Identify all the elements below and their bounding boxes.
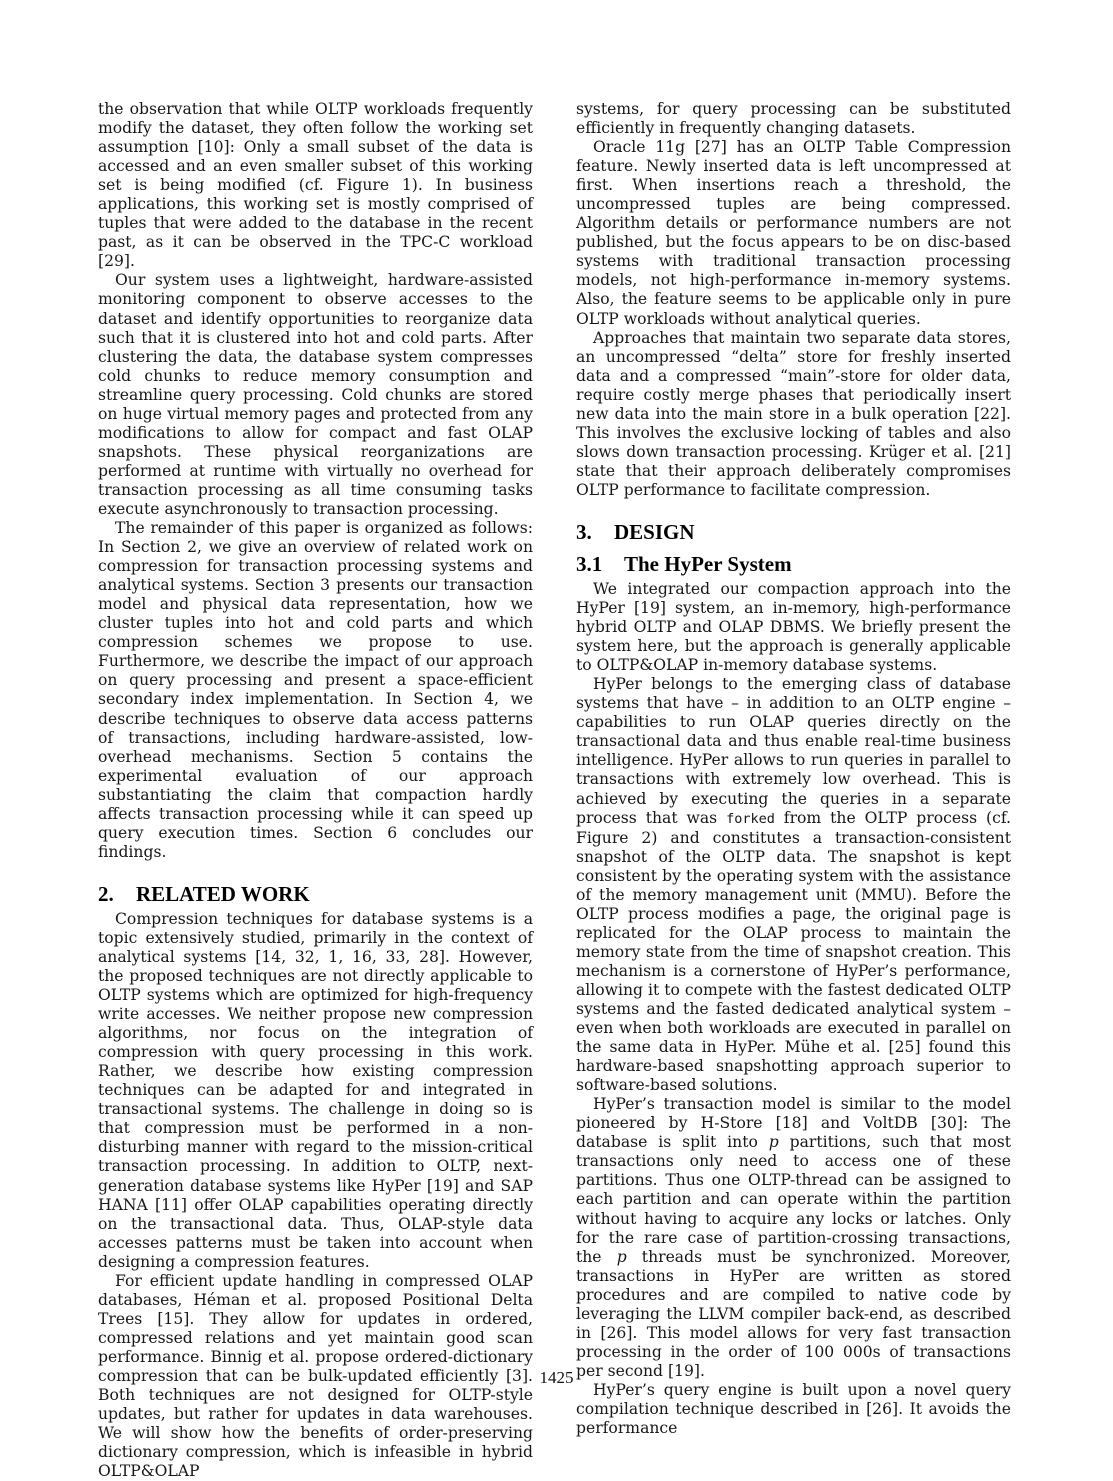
- subsection-title: The HyPer System: [624, 551, 792, 576]
- paragraph-system-overview: Our system uses a lightweight, hardware-assisted monitoring component to observe accesses to the dataset and identify opportunities to reorganize data such that it is clustered into hot and cold parts. After clustering the data, the database system compresses cold chunks to reduce memory consumption and streamline query processing. Cold chunks are stored on huge virtual memory pages and protected from any modifications to allow for compact and fast OLAP snapshots. These physical reorganizations are performed at runtime with virtually no overhead for transaction processing as all time consuming tasks execute asynchronously to transaction processing.: [98, 271, 533, 518]
- paragraph-update-handling: For efficient update handling in compressed OLAP databases, Héman et al. proposed Positional Delta Trees [15]. They allow for updates in ordered, compressed relations and yet maintain good scan performance. Binnig et al. propose ordered-dictionary compression that can be bulk-updated efficiently [3]. Both techniques are not designed for OLTP-style updates, but rather for updates in data warehouses. We will show how the benefits of order-preserving dictionary compression, which is infeasible in hybrid OLTP&OLAP: [98, 1271, 533, 1481]
- left-column: [98, 100, 533, 1481]
- paragraph-delta-main-store: Approaches that maintain two separate data stores, an uncompressed “delta” store for freshly inserted data and a compressed “main”-store for older data, require costly merge phases that periodically insert new data into the main store in a bulk operation [22]. This involves the exclusive locking of tables and also slows down transaction processing. Krüger et al. [21] state that their approach deliberately compromises OLTP performance to facilitate compression.: [576, 328, 1011, 499]
- page-number: 1425: [539, 1368, 574, 1387]
- text-span: HyPer belongs to the emerging class of database systems that have – in addition to an OLTP engine – capabilities to run OLAP queries directly on the transactional data and thus enable real-time business intelligence. HyPer allows to run queries in parallel to transactions with extremely low overhead. This is achieved by executing the queries in a separate process that was: [576, 675, 1011, 827]
- paragraph-hyper-intro: We integrated our compaction approach into the HyPer [19] system, an in-memory, high-performance hybrid OLTP and OLAP DBMS. We briefly present the system here, but the approach is generally applicable to OLTP&OLAP in-memory database systems.: [576, 579, 1011, 675]
- paragraph-query-engine: HyPer’s query engine is built upon a novel query compilation technique described in [26]. It avoids the performance: [576, 1380, 1011, 1438]
- paragraph-hyper-snapshots: [576, 675, 1011, 1095]
- paragraph-oracle: Oracle 11g [27] has an OLTP Table Compression feature. Newly inserted data is left uncompressed at first. When insertions reach a threshold, the uncompressed tuples are being compressed. Algorithm details or performance numbers are not published, but the focus appears to be on disc-based systems with traditional transaction processing models, not high-performance in-memory systems. Also, the feature seems to be applicable only in pure OLTP workloads without analytical queries.: [576, 138, 1011, 328]
- paragraph-paper-organization: The remainder of this paper is organized as follows: In Section 2, we give an overview of related work on compression for transaction processing systems and analytical systems. Section 3 presents our transaction model and physical data representation, how we cluster tuples into hot and cold parts and which compression schemes we propose to use. Furthermore, we describe the impact of our approach on query processing and present a space-efficient secondary index implementation. In Section 4, we describe techniques to observe data access patterns of transactions, including hardware-assisted, low-overhead mechanisms. Section 5 contains the experimental evaluation of our approach substantiating the claim that compaction hardly affects transaction processing while it can speed up query execution times. Section 6 concludes our findings.: [98, 519, 533, 861]
- paragraph-compression-techniques: Compression techniques for database systems is a topic extensively studied, primarily in the context of analytical systems [14, 32, 1, 16, 33, 28]. However, the proposed techniques are not directly applicable to OLTP systems which are optimized for high-frequency write accesses. We neither propose new compression algorithms, nor focus on the integration of compression with query processing in this work. Rather, we describe how existing compression techniques can be adapted for and integrated in transactional systems. The challenge in doing so is that compression must be performed in a non-disturbing manner with regard to the mission-critical transaction processing. In addition to OLTP, next-generation database systems like HyPer [19] and SAP HANA [11] offer OLAP capabilities operating directly on the transactional data. Thus, OLAP-style data accesses patterns must be taken into account when designing a compression features.: [98, 909, 533, 1271]
- section-title: RELATED WORK: [136, 881, 310, 906]
- paragraph-working-set: the observation that while OLTP workloads frequently modify the dataset, they often follow the working set assumption [10]: Only a small subset of the data is accessed and an even smaller subset of this working set is being modified (cf. Figure 1). In business applications, this working set is mostly comprised of tuples that were added to the database in the recent past, as it can be observed in the TPC-C workload [29].: [98, 100, 533, 271]
- text-span: partitions, such that most transactions only need to access one of these partitions. Thus one OLTP-thread can be assigned to each partition and can operate within the partition without having to acquire any locks or latches. Only for the rare case of partition-crossing transactions, the: [576, 1133, 1011, 1266]
- subsection-heading-hyper-system: [576, 552, 1011, 576]
- math-variable-p: p: [768, 1133, 779, 1152]
- text-span: threads must be synchronized. Moreover, transactions in HyPer are written as stored procedures and are compiled to native code by leveraging the LLVM compiler back-end, as described in [26]. This model allows for very fast transaction processing in the order of 100 000s of transactions per second [19].: [576, 1247, 1011, 1380]
- section-title: DESIGN: [614, 519, 695, 544]
- paragraph-continued: systems, for query processing can be substituted efficiently in frequently changing datasets.: [576, 100, 1011, 138]
- paragraph-transaction-model: [576, 1095, 1011, 1381]
- section-number: 3.: [576, 519, 592, 544]
- code-forked: forked: [726, 810, 775, 827]
- subsection-number: 3.1: [576, 551, 603, 576]
- section-heading-related-work: [98, 882, 533, 906]
- section-number: 2.: [98, 881, 114, 906]
- right-column: [576, 100, 1011, 1438]
- text-span: HyPer’s transaction model is similar to the model pioneered by H-Store [18] and VoltDB [30]: The database is split into: [576, 1095, 1011, 1152]
- text-span: from the OLTP process (cf. Figure 2) and constitutes a transaction-consistent snapshot of the OLTP data. The snapshot is kept consistent by the operating system with the assistance of the memory management unit (MMU). Before the OLTP process modifies a page, the original page is replicated for the OLAP process to maintain the memory state from the time of snapshot creation. This mechanism is a cornerstone of HyPer’s performance, allowing it to compete with the fastest dedicated OLTP systems and the fasted dedicated analytical system – even when both workloads are executed in parallel on the same data in HyPer. Mühe et al. [25] found this hardware-based snapshotting approach superior to software-based solutions.: [576, 808, 1011, 1095]
- math-variable-p: p: [616, 1247, 627, 1266]
- section-heading-design: [576, 520, 1011, 544]
